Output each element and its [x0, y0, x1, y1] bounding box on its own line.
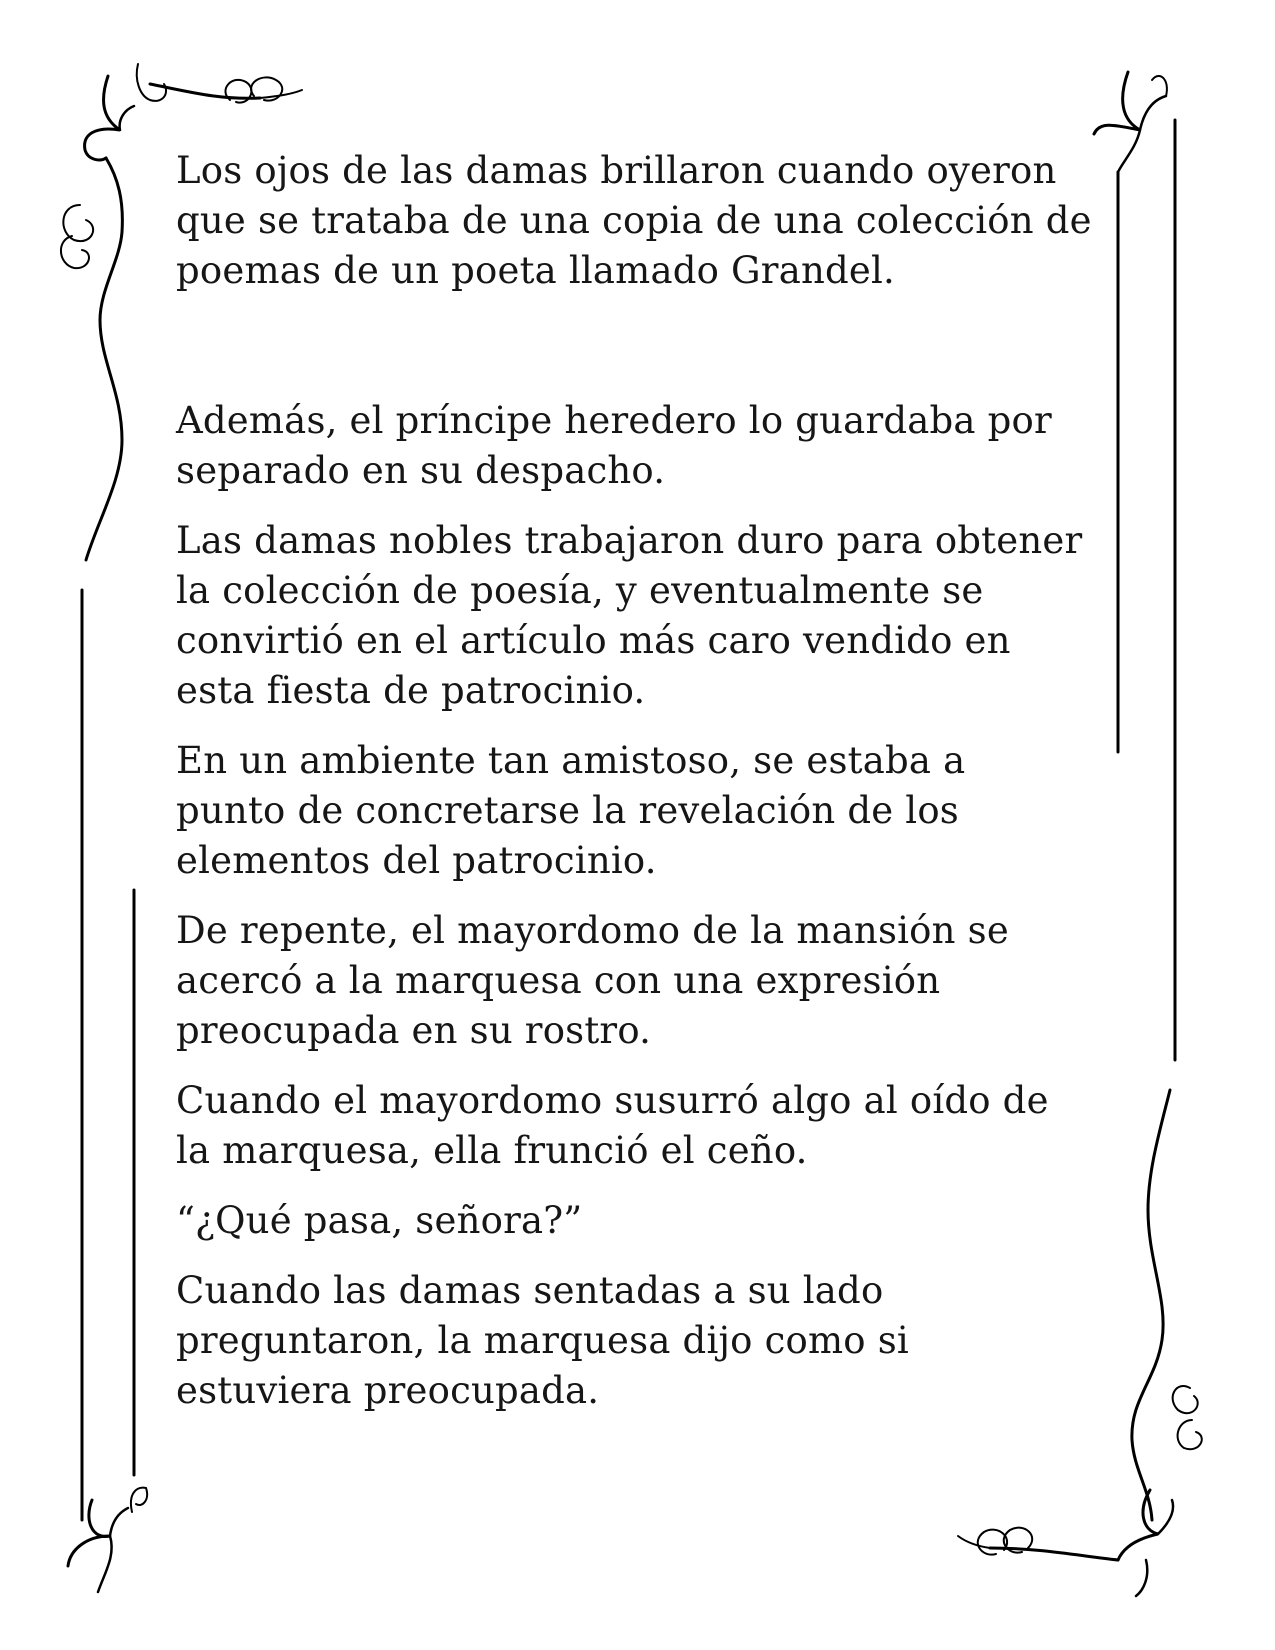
text-line: punto de concretarse la revelación de los	[176, 789, 959, 832]
right-flowing-line	[1132, 1090, 1202, 1520]
text-line: De repente, el mayordomo de la mansión se	[176, 909, 1009, 952]
text-line: Las damas nobles trabajaron duro para obtener	[176, 519, 1083, 562]
text-line: que se trataba de una copia de una colección de	[176, 199, 1092, 242]
text-line: En un ambiente tan amistoso, se estaba a	[176, 739, 966, 782]
text-line: estuviera preocupada.	[176, 1369, 600, 1412]
text-line: Cuando el mayordomo susurró algo al oído de	[176, 1079, 1049, 1122]
paragraph-1	[176, 146, 1111, 296]
paragraph-6	[176, 1076, 1111, 1176]
text-line: Además, el príncipe heredero lo guardaba por	[176, 399, 1052, 442]
text-line: esta fiesta de patrocinio.	[176, 669, 646, 712]
paragraph-7	[176, 1196, 1111, 1246]
paragraph-5	[176, 906, 1111, 1056]
bottom-left-flourish	[68, 1488, 147, 1592]
text-line: convirtió en el artículo más caro vendido en	[176, 619, 1011, 662]
text-line: preguntaron, la marquesa dijo como si	[176, 1319, 909, 1362]
text-line: acercó a la marquesa con una expresión	[176, 959, 941, 1002]
text-line: elementos del patrocinio.	[176, 839, 657, 882]
paragraph-4	[176, 736, 1111, 886]
paragraph-8	[176, 1266, 1111, 1416]
text-line: preocupada en su rostro.	[176, 1009, 652, 1052]
text-line: la colección de poesía, y eventualmente se	[176, 569, 984, 612]
text-line: poemas de un poeta llamado Grandel.	[176, 249, 895, 292]
text-line: Cuando las damas sentadas a su lado	[176, 1269, 884, 1312]
text-line: la marquesa, ella frunció el ceño.	[176, 1129, 808, 1172]
bottom-right-flourish	[958, 1490, 1173, 1596]
text-line: Los ojos de las damas brillaron cuando oyeron	[176, 149, 1057, 192]
text-line: separado en su despacho.	[176, 449, 666, 492]
paragraph-2	[176, 396, 1111, 496]
text-line: “¿Qué pasa, señora?”	[176, 1199, 583, 1242]
paragraph-3	[176, 516, 1111, 716]
story-text	[176, 146, 1111, 1416]
left-flowing-line	[61, 158, 122, 560]
